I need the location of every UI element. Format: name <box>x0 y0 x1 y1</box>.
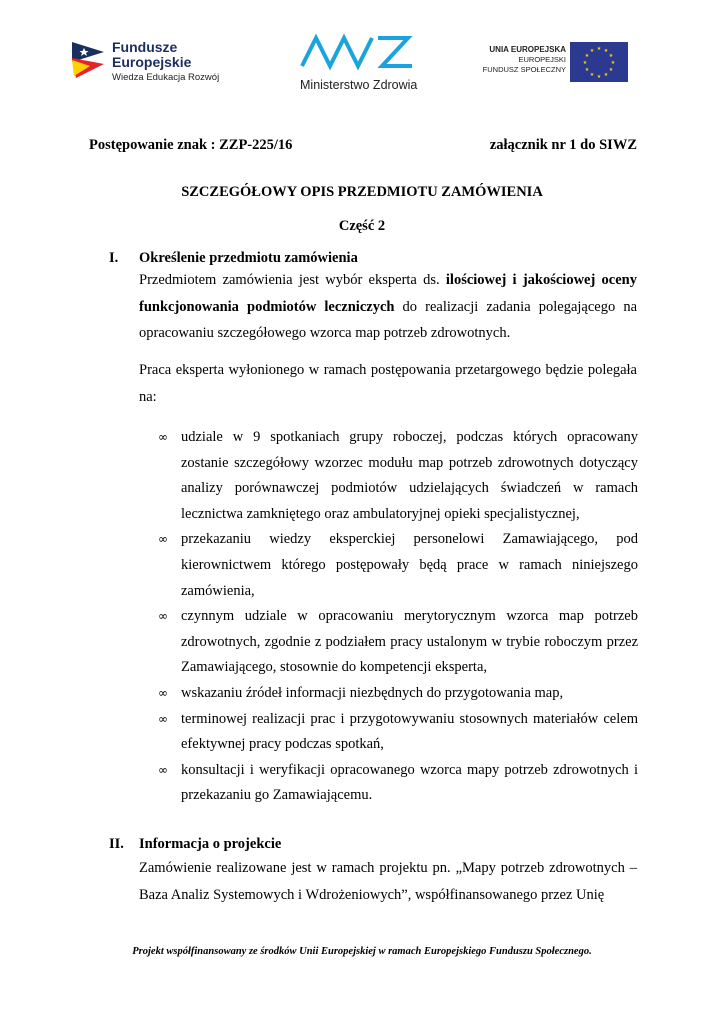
eu-flag-icon <box>570 42 628 82</box>
bullet-infinity-icon: ∞ <box>158 609 168 624</box>
ministerstwo-zdrowia-logo <box>290 30 420 100</box>
ue-line2: EUROPEJSKI <box>518 55 566 64</box>
logo-bar <box>0 0 724 110</box>
fe-name-line2: Europejskie <box>112 54 192 70</box>
list-item <box>158 681 638 707</box>
bullet-infinity-icon: ∞ <box>158 711 168 726</box>
fe-tagline: Wiedza Edukacja Rozwój <box>112 72 220 83</box>
list-item <box>158 604 638 681</box>
list-item-text: udziale w 9 spotkaniach grupy roboczej, podczas których opracowany zostanie szczegółowy wzorzec modułu map potrzeb zdrowotnych dotyczący analizy porównawczej podmiotów udzielających świadczeń w ramach lecznictwa zamkniętego oraz ambulatoryjnej opieki specjalistycznej, <box>181 429 638 522</box>
unia-europejska-logo <box>478 42 638 88</box>
svg-text:★: ★ <box>589 72 595 78</box>
section-2-paragraph-1: Zamówienie realizowane jest w ramach projektu pn. „Mapy potrzeb zdrowotnych – Baza Analiz Systemowych i Wdrożeniowych”, współfinansowanego przez Unię <box>139 860 637 903</box>
svg-text:★: ★ <box>603 72 609 78</box>
procedure-reference: Postępowanie znak : ZZP-225/16 <box>89 137 293 153</box>
task-list <box>158 425 638 809</box>
section-1-paragraph-1 <box>139 267 637 347</box>
section-1-paragraph-2: Praca eksperta wyłonionego w ramach postępowania przetargowego będzie polegała na: <box>139 362 637 405</box>
section-2-heading: Informacja o projekcie <box>139 836 282 852</box>
ue-line3: FUNDUSZ SPOŁECZNY <box>482 65 566 74</box>
part-label: Część 2 <box>338 218 386 234</box>
svg-text:★: ★ <box>603 48 609 54</box>
bullet-infinity-icon: ∞ <box>158 762 168 777</box>
fundusze-europejskie-logo <box>70 36 240 92</box>
svg-text:★: ★ <box>610 60 616 66</box>
list-item <box>158 707 638 758</box>
svg-text:★: ★ <box>582 60 588 66</box>
list-item-text: terminowej realizacji prac i przygotowywaniu stosownych materiałów celem efektywnej pracy podczas spotkań, <box>181 710 638 753</box>
svg-text:★: ★ <box>596 46 602 52</box>
ue-line1: UNIA EUROPEJSKA <box>489 45 566 54</box>
bullet-infinity-icon: ∞ <box>158 430 168 444</box>
svg-text:★: ★ <box>584 67 590 73</box>
bullet-infinity-icon: ∞ <box>158 685 168 700</box>
list-item-text: czynnym udziale w opracowaniu merytorycznym wzorca map potrzeb zdrowotnych, zgodnie z podziałem pracy ustalonym w trybie roboczym przez Zamawiającego, stosownie do kompetencji eksperta, <box>181 608 638 676</box>
svg-text:★: ★ <box>596 74 602 80</box>
section-1-heading: Określenie przedmiotu zamówienia <box>139 250 358 266</box>
list-item-text: wskazaniu źródeł informacji niezbędnych do przygotowania map, <box>181 684 564 701</box>
p1-text-c: do realizacji zadania polegającego na opracowaniu szczegółowego wzorca map potrzeb zdrowotnych. <box>139 298 637 341</box>
attachment-label: załącznik nr 1 do SIWZ <box>489 137 637 153</box>
list-item-text: przekazaniu wiedzy eksperckiej personelowi Zamawiającego, pod kierownictwem którego postępowały będą prace w ramach niniejszego zamówienia, <box>181 531 638 599</box>
section-2-number: II. <box>109 836 124 852</box>
mz-emblem-icon <box>290 30 420 76</box>
mz-name: Ministerstwo Zdrowia <box>300 78 418 92</box>
list-item <box>158 758 638 809</box>
list-item-text: konsultacji i weryfikacji opracowanego wzorca mapy potrzeb zdrowotnych i przekazaniu go Zamawiającemu. <box>181 761 638 804</box>
list-item <box>158 425 638 527</box>
p1-text-a: Przedmiotem zamówienia jest wybór eksperta ds. <box>139 272 446 288</box>
document-title: SZCZEGÓŁOWY OPIS PRZEDMIOTU ZAMÓWIENIA <box>181 184 543 200</box>
svg-text:★: ★ <box>589 48 595 54</box>
svg-text:★: ★ <box>584 53 590 59</box>
list-item <box>158 527 638 604</box>
fe-flag-icon <box>70 40 106 80</box>
footer-note: Projekt współfinansowany ze środków Unii Europejskiej w ramach Europejskiego Funduszu Społecznego. <box>132 946 592 957</box>
p1-text-bold: ilościowej i jakościowej oceny funkcjonowania podmiotów leczniczych <box>139 272 637 315</box>
bullet-infinity-icon: ∞ <box>158 532 168 547</box>
svg-text:★: ★ <box>608 53 614 59</box>
svg-text:★: ★ <box>608 67 614 73</box>
fe-name-line1: Fundusze <box>112 39 178 55</box>
section-1-number: I. <box>109 250 119 266</box>
